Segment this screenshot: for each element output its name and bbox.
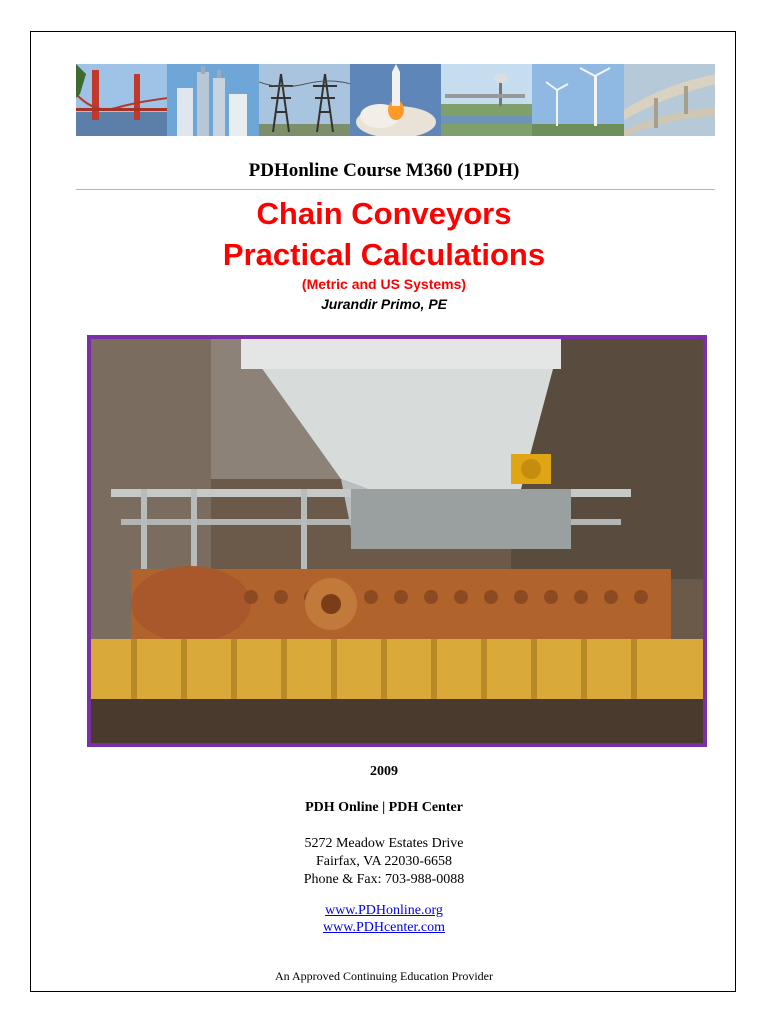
pdhcenter-link-wrapper <box>0 919 768 937</box>
address-city: Fairfax, VA 22030-6658 <box>316 854 452 869</box>
highway-overpass-image <box>624 64 715 136</box>
title-line-1: Chain Conveyors <box>256 196 512 231</box>
header-banner <box>76 64 715 136</box>
rocket-launch-image <box>350 64 441 136</box>
pdhcenter-link[interactable]: www.PDHcenter.com <box>323 920 445 935</box>
water-tower-landscape-image <box>441 64 532 136</box>
pdhonline-link-wrapper <box>0 902 768 920</box>
golden-gate-bridge-image <box>76 64 167 136</box>
publication-year: 2009 <box>370 764 398 779</box>
power-transmission-towers-image <box>259 64 350 136</box>
address-phone: Phone & Fax: 703-988-0088 <box>303 872 465 887</box>
author-name: Jurandir Primo, PE <box>320 296 448 312</box>
footer-text: An Approved Continuing Education Provider <box>275 969 493 983</box>
wind-turbines-image <box>532 64 623 136</box>
organization-name: PDH Online | PDH Center <box>305 800 463 815</box>
course-line: PDHonline Course M360 (1PDH) <box>248 160 520 181</box>
horizontal-divider <box>76 189 715 190</box>
title-line-2: Practical Calculations <box>222 237 546 272</box>
subtitle: (Metric and US Systems) <box>301 276 467 292</box>
city-skyscrapers-image <box>167 64 258 136</box>
address-street: 5272 Meadow Estates Drive <box>304 836 464 851</box>
pdhonline-link[interactable]: www.PDHonline.org <box>325 903 443 918</box>
chain-conveyor-photo <box>87 335 707 747</box>
